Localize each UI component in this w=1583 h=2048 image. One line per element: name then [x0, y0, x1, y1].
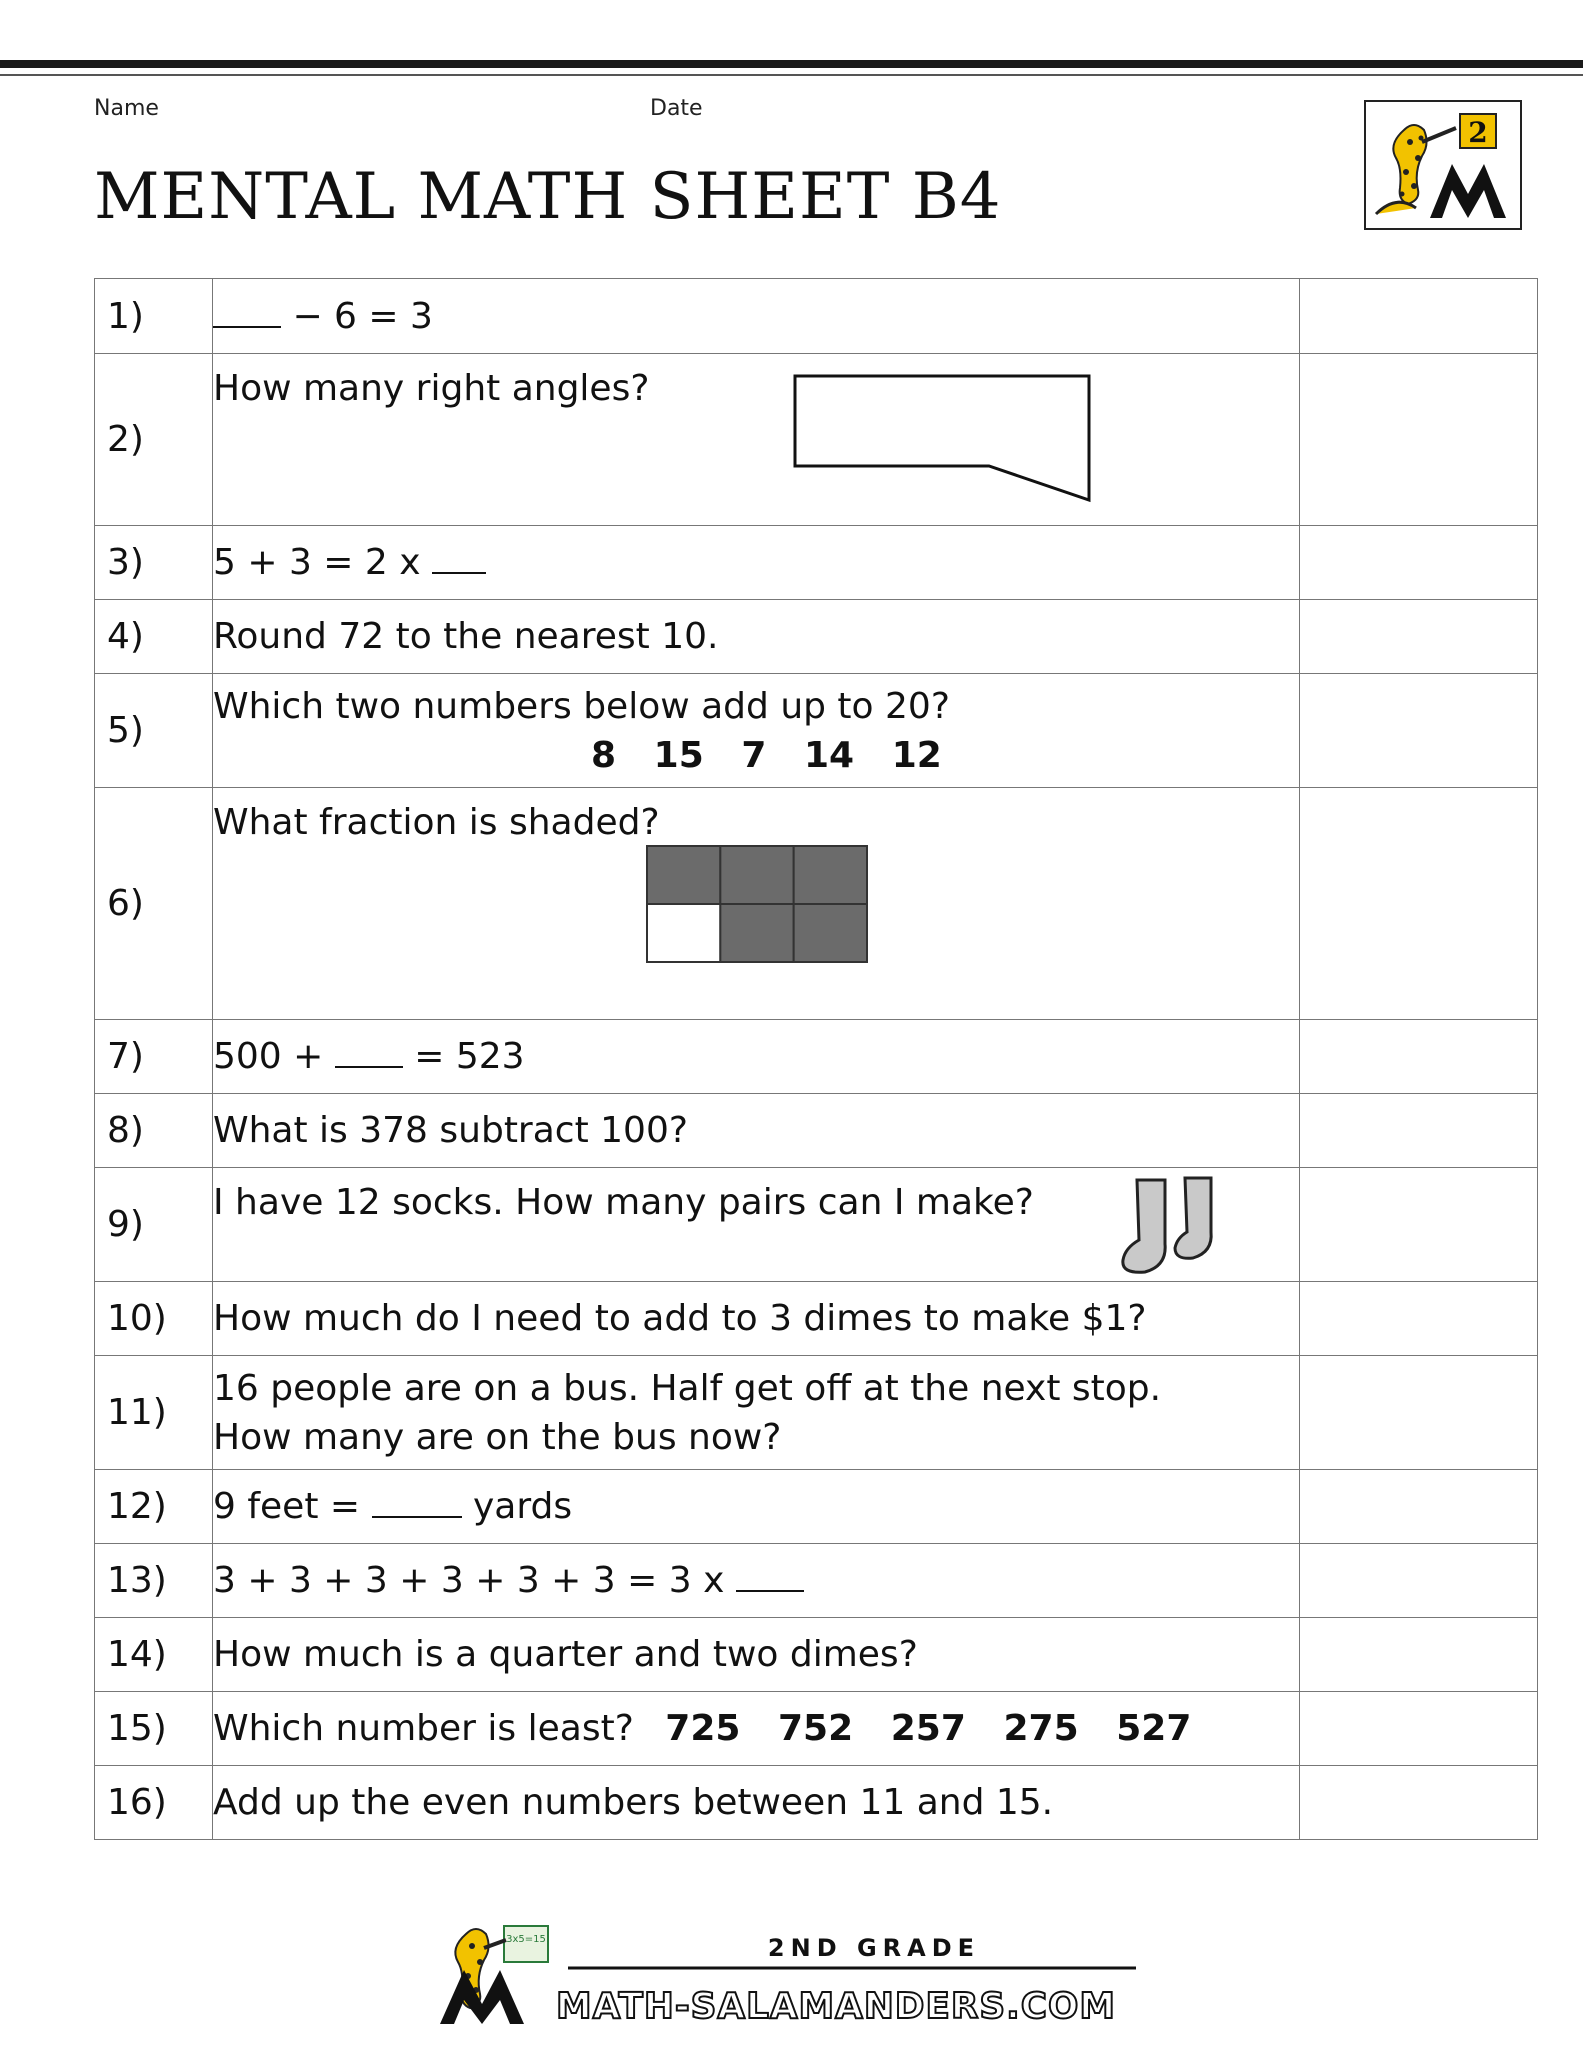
question-text: How many right angles? — [213, 354, 1300, 526]
answer-cell[interactable] — [1300, 526, 1538, 600]
question-row — [95, 1020, 1538, 1094]
question-text: 500 + = 523 — [213, 1020, 1300, 1094]
answer-cell[interactable] — [1300, 1356, 1538, 1470]
question-number: 4) — [95, 600, 213, 674]
question-number: 10) — [95, 1282, 213, 1356]
question-row — [95, 1470, 1538, 1544]
question-text: − 6 = 3 — [213, 279, 1300, 354]
question-text: How much is a quarter and two dimes? — [213, 1618, 1300, 1692]
question-number: 7) — [95, 1020, 213, 1094]
grade-logo — [1364, 100, 1522, 230]
question-row — [95, 600, 1538, 674]
fraction-cell — [720, 904, 793, 962]
question-number: 15) — [95, 1692, 213, 1766]
question-row — [95, 674, 1538, 788]
question-text: Which number is least? 725 752 257 275 527 — [213, 1692, 1300, 1766]
top-rule-thin — [0, 74, 1583, 76]
name-label: Name — [94, 96, 159, 121]
answer-cell[interactable] — [1300, 1766, 1538, 1840]
question-row — [95, 1618, 1538, 1692]
question-row — [95, 354, 1538, 526]
question-row — [95, 1094, 1538, 1168]
question-number: 14) — [95, 1618, 213, 1692]
answer-cell[interactable] — [1300, 600, 1538, 674]
fraction-cell — [720, 846, 793, 904]
question-number: 16) — [95, 1766, 213, 1840]
answer-cell[interactable] — [1300, 1020, 1538, 1094]
math-salamanders-logo-icon — [436, 1920, 1156, 2030]
answer-blank — [335, 1036, 403, 1068]
footer-grade: 2ND GRADE — [767, 1934, 981, 1962]
answer-blank — [736, 1560, 804, 1592]
answer-cell[interactable] — [1300, 1692, 1538, 1766]
question-row — [95, 1168, 1538, 1282]
socks-icon — [1117, 1174, 1237, 1276]
question-text: 5 + 3 = 2 x — [213, 526, 1300, 600]
question-text: What fraction is shaded? — [213, 788, 1300, 1020]
question-number: 12) — [95, 1470, 213, 1544]
answer-cell[interactable] — [1300, 354, 1538, 526]
question-table — [94, 278, 1538, 1840]
question-text: 9 feet = yards — [213, 1470, 1300, 1544]
question-text: Round 72 to the nearest 10. — [213, 600, 1300, 674]
answer-cell[interactable] — [1300, 279, 1538, 354]
question-text: What is 378 subtract 100? — [213, 1094, 1300, 1168]
question-text: 16 people are on a bus. Half get off at the next stop. How many are on the bus now? — [213, 1356, 1300, 1470]
question-row — [95, 1692, 1538, 1766]
answer-cell[interactable] — [1300, 674, 1538, 788]
answer-cell[interactable] — [1300, 1094, 1538, 1168]
number-choices: 725 752 257 275 527 — [665, 1708, 1192, 1749]
question-text: 3 + 3 + 3 + 3 + 3 + 3 = 3 x — [213, 1544, 1300, 1618]
page-title: MENTAL MATH SHEET B4 — [94, 160, 1002, 234]
answer-cell[interactable] — [1300, 1168, 1538, 1282]
question-text: Add up the even numbers between 11 and 15. — [213, 1766, 1300, 1840]
question-number: 9) — [95, 1168, 213, 1282]
question-number: 5) — [95, 674, 213, 788]
question-text: I have 12 socks. How many pairs can I make? — [213, 1168, 1300, 1282]
question-number: 2) — [95, 354, 213, 526]
footer-site: MATH-SALAMANDERS.COM — [556, 1986, 1116, 2027]
question-number: 3) — [95, 526, 213, 600]
question-row — [95, 279, 1538, 354]
answer-blank — [432, 542, 486, 574]
footer-card: 3x5=15 — [506, 1934, 546, 1945]
question-text: Which two numbers below add up to 20? 8 15 7 14 12 — [213, 674, 1300, 788]
question-text: How much do I need to add to 3 dimes to make $1? — [213, 1282, 1300, 1356]
number-choices: 8 15 7 14 12 — [591, 734, 942, 776]
answer-blank — [213, 296, 281, 328]
fraction-cell — [794, 904, 867, 962]
logo-grade: 2 — [1468, 116, 1488, 149]
question-number: 13) — [95, 1544, 213, 1618]
fraction-cell — [647, 904, 720, 962]
date-label: Date — [650, 96, 703, 121]
question-row — [95, 1766, 1538, 1840]
footer-logo — [436, 1920, 1156, 2030]
question-row — [95, 1544, 1538, 1618]
salamander-logo-icon — [1366, 102, 1520, 228]
answer-cell[interactable] — [1300, 1282, 1538, 1356]
answer-cell[interactable] — [1300, 1470, 1538, 1544]
answer-blank — [372, 1486, 462, 1518]
question-number: 6) — [95, 788, 213, 1020]
question-row — [95, 1356, 1538, 1470]
fraction-cell — [647, 846, 720, 904]
question-number: 1) — [95, 279, 213, 354]
answer-cell[interactable] — [1300, 788, 1538, 1020]
shape-diagram — [793, 372, 1093, 506]
answer-cell[interactable] — [1300, 1618, 1538, 1692]
question-number: 8) — [95, 1094, 213, 1168]
question-row — [95, 788, 1538, 1020]
question-row — [95, 1282, 1538, 1356]
question-row — [95, 526, 1538, 600]
fraction-cell — [794, 846, 867, 904]
answer-cell[interactable] — [1300, 1544, 1538, 1618]
top-rule — [0, 60, 1583, 68]
fraction-grid — [645, 844, 869, 964]
question-number: 11) — [95, 1356, 213, 1470]
